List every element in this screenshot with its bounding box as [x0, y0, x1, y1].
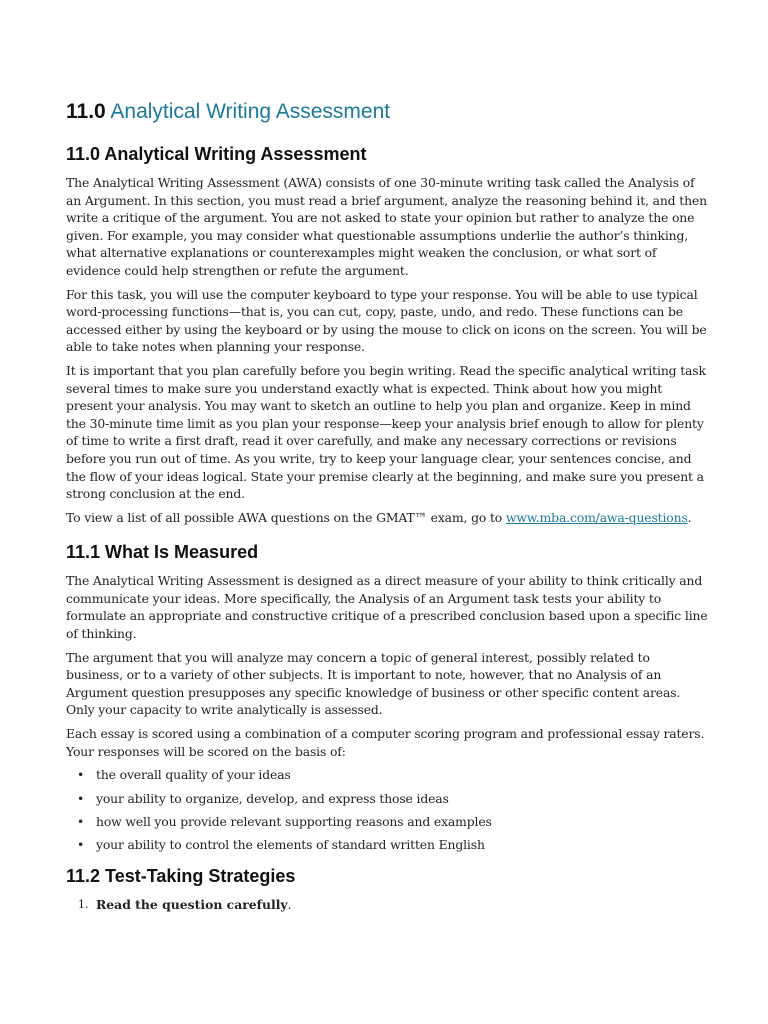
bullet-icon: • — [77, 767, 85, 783]
list-item: • how well you provide relevant supporting reasons and examples — [77, 814, 492, 829]
paragraph: The argument that you will analyze may concern a topic of general interest, possibly related to business, or to a variety of other subjects. It is important to note, however, that no Analysis of an Argument question presupposes any specific knowledge of business or other specific content areas. Only your capacity to write analytically is assessed. — [66, 649, 681, 718]
awa-questions-link[interactable]: www.mba.com/awa-questions — [505, 509, 688, 525]
link-paragraph-prefix: To view a list of all possible AWA questions on the GMAT™ exam, go to — [66, 509, 506, 525]
chapter-name: Analytical Writing Assessment — [110, 100, 391, 123]
scoring-criteria-list — [66, 766, 708, 854]
link-paragraph-suffix: . — [687, 509, 692, 525]
bullet-icon: • — [77, 814, 85, 829]
list-item: • your ability to control the elements of standard written English — [77, 837, 485, 853]
paragraph: Each essay is scored using a combination of a computer scoring program and professional essay raters. Your responses will be scored on the basis of: — [66, 726, 705, 759]
section-heading-awa: 11.0 Analytical Writing Assessment — [66, 144, 367, 164]
chapter-number: 11.0 — [66, 100, 106, 123]
paragraph: The Analytical Writing Assessment is designed as a direct measure of your ability to think critically and communicate your ideas. More specifically, the Analysis of an Argument task tests your ability to formulate an appropriate and constructive critique of a prescribed conclusion based upon a specific line of thinking. — [66, 573, 708, 642]
chapter-title — [66, 98, 708, 126]
step-number: 1. — [78, 897, 89, 911]
section-heading-test-taking-strategies: 11.2 Test-Taking Strategies — [66, 865, 296, 886]
paragraph: It is important that you plan carefully before you begin writing. Read the specific analytical writing task several times to make sure you understand exactly what is expected. Think about how you might present your analysis. You may want to sketch an outline to help you plan and organize. Keep in mind the 30-minute time limit as you plan your response—keep your analysis brief enough to allow for plenty of time to write a first draft, read it over carefully, and make any necessary corrections or revisions before you run out of time. As you write, try to keep your language clear, your sentences concise, and the flow of your ideas logical. State your premise clearly at the beginning, and make sure you present a strong conclusion at the end. — [66, 362, 706, 502]
list-item: • your ability to organize, develop, and express those ideas — [77, 790, 449, 806]
bullet-icon: • — [77, 837, 85, 853]
paragraph: For this task, you will use the computer keyboard to type your response. You will be able to use typical word-processing functions—that is, you can cut, copy, paste, undo, and redo. These functions can be accessed either by using the keyboard or by using the mouse to click on icons on the screen. You will be able to take notes when planning your response. — [66, 286, 707, 355]
paragraph: The Analytical Writing Assessment (AWA) consists of one 30-minute writing task called the Analysis of an Argument. In this section, you must read a brief argument, analyze the reasoning behind it, and then write a critique of the argument. You are not asked to state your opinion but rather to analyze the one given. For example, you may consider what questionable assumptions underlie the author’s thinking, what alternative explanations or counterexamples might weaken the conclusion, or what sort of evidence could help strengthen or refute the argument. — [66, 175, 707, 278]
document-page — [66, 98, 708, 914]
awa-questions-paragraph — [66, 509, 708, 527]
list-item: • the overall quality of your ideas — [77, 767, 291, 783]
step-text: Read the question carefully — [96, 896, 288, 912]
section-heading-what-is-measured: 11.1 What Is Measured — [66, 542, 259, 563]
strategies-list — [66, 896, 708, 914]
list-item: 1. Read the question carefully. — [78, 896, 292, 912]
bullet-icon: • — [77, 790, 85, 806]
